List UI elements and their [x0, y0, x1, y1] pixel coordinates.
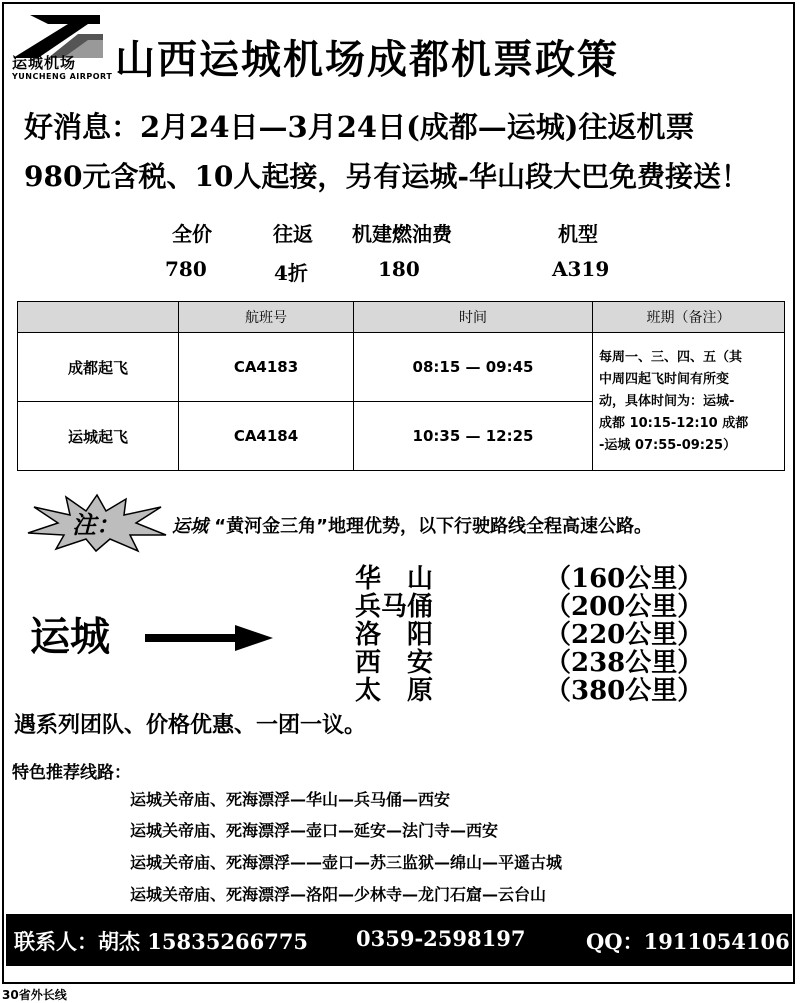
- schedule-note-line: 中周四起飞时间有所变: [599, 371, 730, 387]
- schedule-note: [593, 333, 785, 471]
- contact-bar: [6, 914, 792, 966]
- good-news-line-1: 好消息：2月24日—3月24日(成都—运城)往返机票: [24, 110, 695, 144]
- schedule-note-line: 每周一、三、四、五（其: [599, 349, 743, 365]
- contact-phone: 0359-2598197: [356, 926, 526, 951]
- destination-name: 洛 阳: [355, 620, 434, 650]
- route-item: 运城关帝庙、死海漂浮—壶口—延安—法门寺—西安: [130, 821, 499, 840]
- table-row: [18, 333, 785, 402]
- header-origin: [18, 302, 179, 333]
- starburst-icon: [26, 493, 168, 553]
- destination-distance: （380公里）: [545, 676, 704, 706]
- price-header-aircraft: 机型: [558, 222, 598, 246]
- contact-qq: QQ：1911054106: [586, 929, 790, 954]
- flight-table: [17, 301, 785, 471]
- note-text: “黄河金三角”地理优势，以下行驶路线全程高速公路。: [214, 516, 652, 537]
- schedule-note-line: 成都 10:15-12:10 成都: [599, 415, 749, 431]
- flight-table-header: [18, 302, 785, 333]
- price-value-fees: 180: [378, 257, 420, 281]
- schedule-note-line: -运城 07:55-09:25）: [599, 437, 737, 453]
- destination-distance: （238公里）: [545, 648, 704, 678]
- route-item: 运城关帝庙、死海漂浮——壶口—苏三监狱—绵山—平遥古城: [130, 853, 563, 872]
- page-title: 山西运城机场成都机票政策: [115, 37, 619, 83]
- header-time: 时间: [354, 302, 593, 333]
- logo-text-en: YUNCHENG AIRPORT: [12, 72, 113, 81]
- header-flight-no: 航班号: [179, 302, 354, 333]
- price-value-aircraft: A319: [552, 257, 610, 281]
- note-place: 运城: [172, 516, 208, 537]
- routes-heading: 特色推荐线路：: [12, 763, 131, 783]
- origin-city: 运城: [30, 614, 110, 660]
- group-offer: 遇系列团队、价格优惠、一团一议。: [14, 713, 367, 738]
- header-schedule: 班期（备注）: [593, 302, 785, 333]
- destination-name: 西 安: [355, 648, 434, 678]
- route-item: 运城关帝庙、死海漂浮—华山—兵马俑—西安: [130, 790, 451, 809]
- price-value-full: 780: [165, 257, 207, 281]
- schedule-note-line: 动，具体时间为：运城-: [599, 393, 735, 409]
- destination-distance: （220公里）: [545, 620, 704, 650]
- flight-number: CA4184: [179, 402, 354, 471]
- destination-name: 兵马俑: [355, 592, 434, 622]
- price-header-full: 全价: [172, 222, 212, 246]
- price-header-return: 往返: [273, 222, 313, 246]
- arrow-right-icon: [145, 623, 275, 653]
- highway-note: [172, 512, 652, 538]
- route-item: 运城关帝庙、死海漂浮—洛阳—少林寺—龙门石窟—云台山: [130, 885, 547, 904]
- contact-person: 联系人：胡杰 15835266775: [14, 929, 309, 954]
- logo-text-cn: 运城机场: [12, 54, 77, 72]
- flight-time: 08:15 — 09:45: [354, 333, 593, 402]
- note-badge-text: 注：: [72, 510, 120, 539]
- good-news-line-2: 980元含税、10人起接，另有运城-华山段大巴免费接送！: [24, 160, 750, 193]
- flight-origin: 运城起飞: [18, 402, 179, 471]
- price-header-fees: 机建燃油费: [352, 222, 452, 246]
- destination-distance: （200公里）: [545, 592, 704, 622]
- flight-origin: 成都起飞: [18, 333, 179, 402]
- destination-name: 华 山: [355, 564, 434, 594]
- flight-time: 10:35 — 12:25: [354, 402, 593, 471]
- footer-label: 30省外长线: [2, 988, 67, 1002]
- destination-name: 太 原: [355, 676, 434, 706]
- price-value-return: 4折: [274, 261, 308, 285]
- destination-distance: （160公里）: [545, 564, 704, 594]
- flight-number: CA4183: [179, 333, 354, 402]
